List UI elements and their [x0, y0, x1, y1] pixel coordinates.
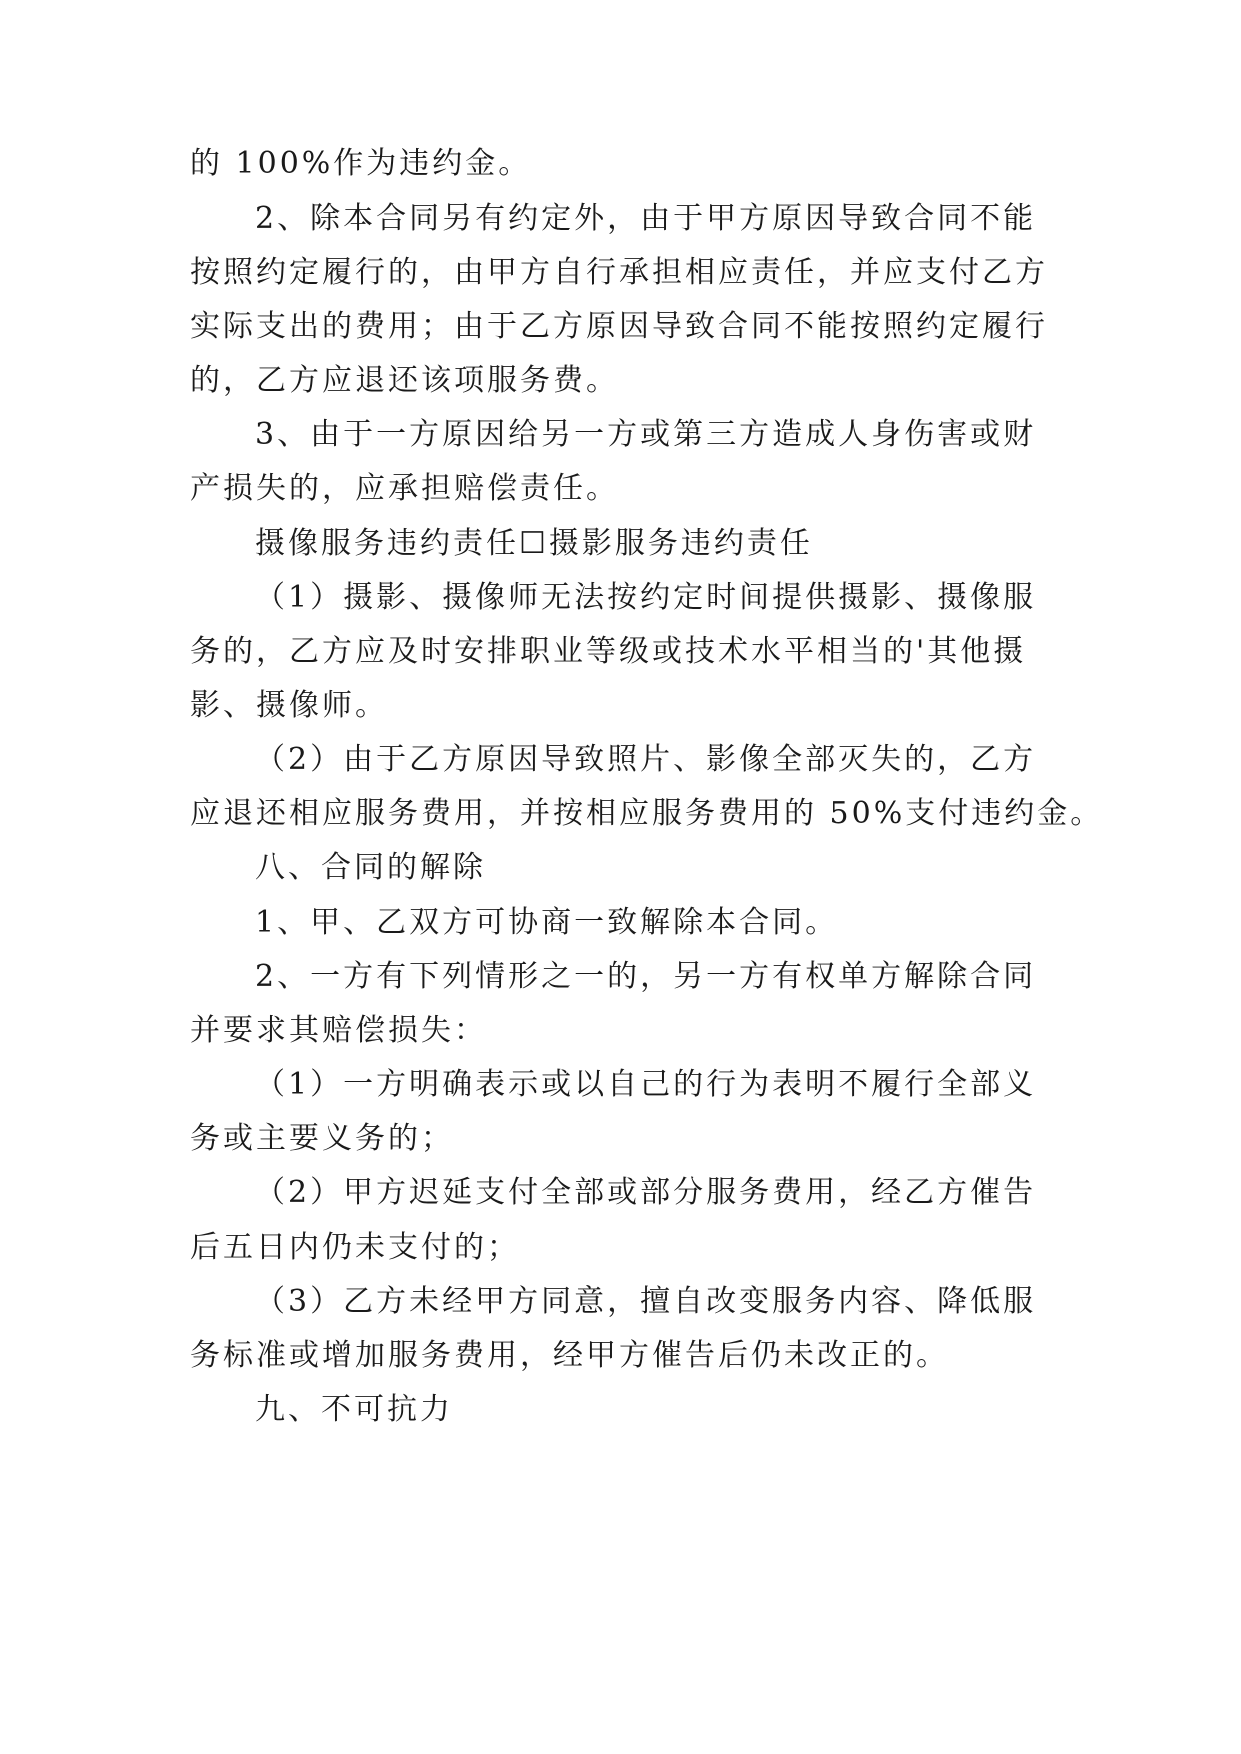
text-line: 的 100%作为违约金。	[190, 146, 532, 181]
text-line: 务的，乙方应及时安排职业等级或技术水平相当的'其他摄	[190, 634, 1027, 669]
text-line: 2、除本合同另有约定外，由于甲方原因导致合同不能	[255, 201, 1037, 236]
text-line: 并要求其赔偿损失：	[190, 1013, 487, 1048]
text-line: 应退还相应服务费用，并按相应服务费用的 50%支付违约金。	[190, 796, 1104, 831]
text-line: 实际支出的费用；由于乙方原因导致合同不能按照约定履行	[190, 309, 1048, 344]
text-line: （1）摄影、摄像师无法按约定时间提供摄影、摄像服	[255, 580, 1037, 615]
text-line: 的，乙方应退还该项服务费。	[190, 363, 619, 398]
text-line: 按照约定履行的，由甲方自行承担相应责任，并应支付乙方	[190, 255, 1048, 290]
section-heading: 八、合同的解除	[255, 850, 486, 885]
text-line: 产损失的，应承担赔偿责任。	[190, 471, 619, 506]
text-line: （2）甲方迟延支付全部或部分服务费用，经乙方催告	[255, 1175, 1037, 1210]
text-line: 摄像服务违约责任☐摄影服务违约责任	[255, 526, 813, 561]
text-line: 影、摄像师。	[190, 688, 388, 723]
text-line: 1、甲、乙双方可协商一致解除本合同。	[255, 905, 839, 940]
section-heading: 九、不可抗力	[255, 1392, 453, 1427]
text-line: 务标准或增加服务费用，经甲方催告后仍未改正的。	[190, 1338, 949, 1373]
text-line: 务或主要义务的；	[190, 1121, 454, 1156]
text-line: 后五日内仍未支付的；	[190, 1230, 520, 1265]
text-line: 3、由于一方原因给另一方或第三方造成人身伤害或财	[255, 417, 1037, 452]
text-line: 2、一方有下列情形之一的，另一方有权单方解除合同	[255, 959, 1037, 994]
text-line: （3）乙方未经甲方同意，擅自改变服务内容、降低服	[255, 1284, 1037, 1319]
text-line: （1）一方明确表示或以自己的行为表明不履行全部义	[255, 1067, 1037, 1102]
text-line: （2）由于乙方原因导致照片、影像全部灭失的，乙方	[255, 742, 1037, 777]
